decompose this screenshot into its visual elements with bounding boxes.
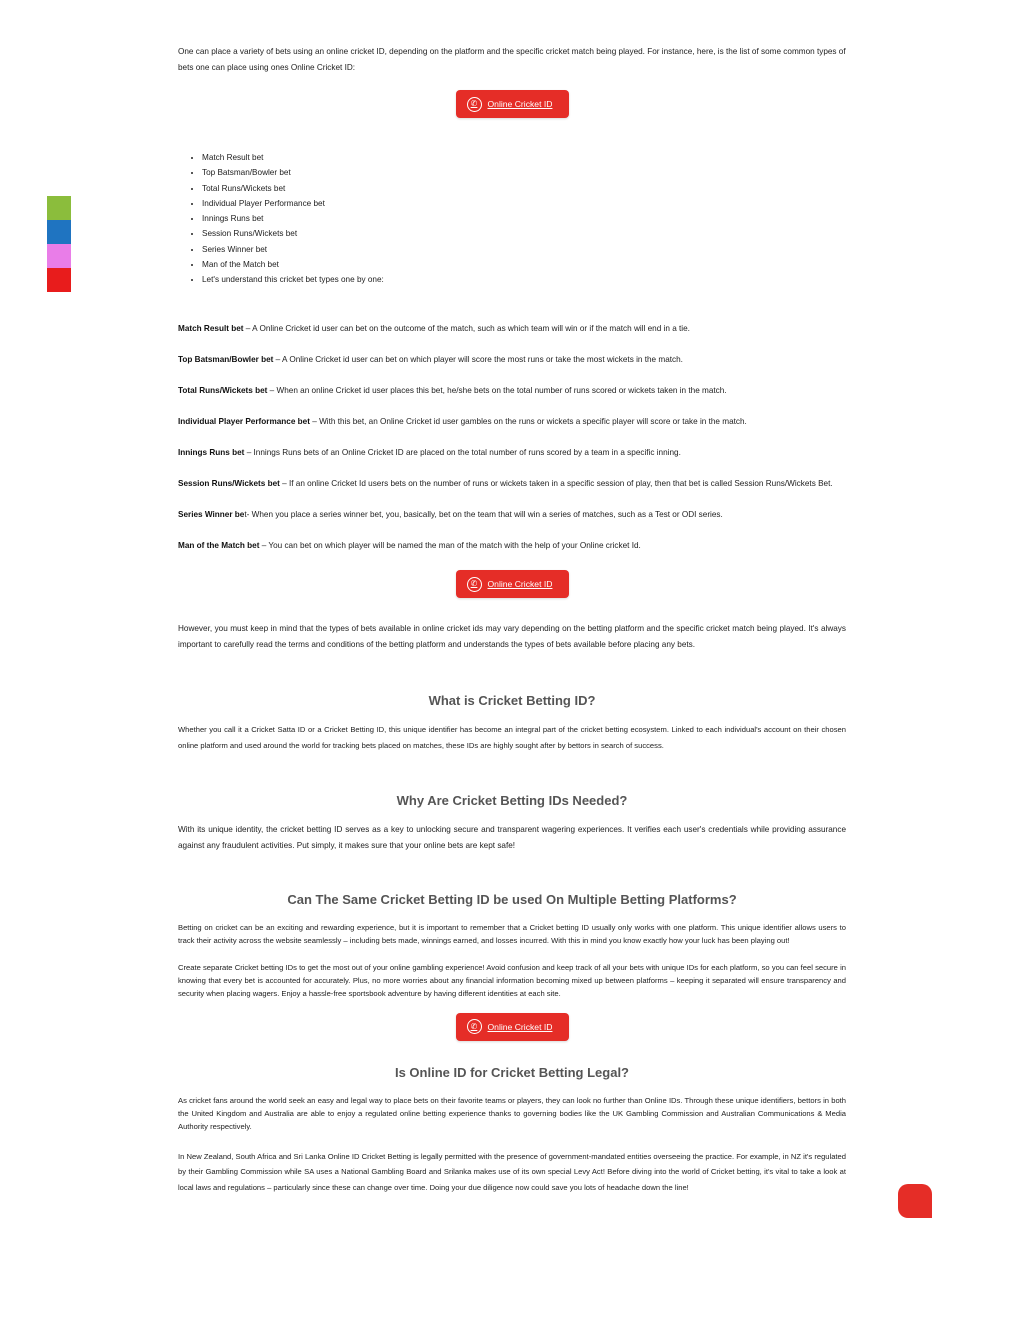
multiple-paragraph-1: Betting on cricket can be an exciting and rewarding experience, but it is important to remember that a Cricket betting ID usually only works with one platform. This unique identifier allows users to track their activity across the website seamlessly – including bets made, winnings earned, and losses incurred. With this in mind you know exactly how your luck has been playing out! <box>178 923 846 946</box>
whatsapp-icon: ✆ <box>467 577 482 592</box>
definition-text: t- When you place a series winner bet, you, basically, bet on the team that will win a series of matches, such as a Test or ODI series. <box>244 509 723 519</box>
list-item: • Man of the Match bet <box>202 257 846 272</box>
definition-paragraph <box>178 321 846 337</box>
definition-paragraph <box>178 538 846 554</box>
definition-text: – Innings Runs bets of an Online Cricket ID are placed on the total number of runs scored by a team in a specific inning. <box>244 447 681 457</box>
list-item: • Session Runs/Wickets bet <box>202 226 846 241</box>
share-button-blue[interactable] <box>47 220 71 244</box>
article-content <box>178 44 846 1195</box>
online-cricket-id-button-2[interactable] <box>456 570 569 598</box>
multiple-paragraph-2: Create separate Cricket betting IDs to get the most out of your online gambling experience! Avoid confusion and keep track of all your bets with unique IDs for each platform, so you can feel secure in knowing that every bet is accounted for accurately. Plus, no more worries about any financial information becoming mixed up between platforms – keeping it separated will ensure transparency and security when placing wagers. Enjoy a hassle-free sportsbook adventure by having different identities at each site. <box>178 962 846 999</box>
definition-term: Man of the Match bet <box>178 540 260 550</box>
legal-paragraph-2: In New Zealand, South Africa and Sri Lanka Online ID Cricket Betting is legally permitted with the presence of government-mandated entities overseeing the practice. For example, in NZ it's regulated by their Gambling Commission while SA uses a National Gambling Board and Srilanka makes use of its own special Levy Act! Before diving into the world of Cricket betting, it's vital to take a look at local laws and regulations – particularly since these can change over time. Doing your due diligence now could save you lots of headache down the line! <box>178 1151 846 1192</box>
definition-term: Top Batsman/Bowler bet <box>178 354 274 364</box>
online-cricket-id-button-1[interactable] <box>456 90 569 118</box>
why-needed-paragraph: With its unique identity, the cricket betting ID serves as a key to unlocking secure and transparent wagering experiences. It verifies each user's credentials while providing assurance against any fraudulent activities. Put simply, it makes sure that your online bets are kept safe! <box>178 825 846 850</box>
list-item: • Let's understand this cricket bet types one by one: <box>202 272 846 287</box>
whatsapp-icon: ✆ <box>467 1019 482 1034</box>
definition-text: – If an online Cricket Id users bets on the number of runs or wickets taken in a specific session of play, then that bet is called Session Runs/Wickets Bet. <box>279 478 833 488</box>
definition-term: Innings Runs bet <box>178 447 245 457</box>
bet-types-list <box>178 150 846 288</box>
definition-paragraph <box>178 445 846 461</box>
definition-paragraph <box>178 414 846 430</box>
list-item: • Top Batsman/Bowler bet <box>202 165 846 180</box>
definition-paragraph <box>178 476 846 492</box>
heading-why-needed: Why Are Cricket Betting IDs Needed? <box>396 793 628 809</box>
share-button-pink[interactable] <box>47 244 71 268</box>
cta-label: Online Cricket ID <box>487 1021 553 1032</box>
list-item: • Innings Runs bet <box>202 211 846 226</box>
definition-paragraph <box>178 352 846 368</box>
definition-text: – A Online Cricket id user can bet on which player will score the most runs or take the most wickets in the match. <box>273 354 683 364</box>
definition-text: – A Online Cricket id user can bet on the outcome of the match, such as which team will win or if the match will end in a tie. <box>243 323 690 333</box>
definition-term: Session Runs/Wickets bet <box>178 478 280 488</box>
list-item: • Match Result bet <box>202 150 846 165</box>
definition-text: – When an online Cricket id user places this bet, he/she bets on the total number of runs scored or wickets taken in the match. <box>267 385 727 395</box>
chat-widget-button[interactable] <box>898 1184 932 1218</box>
definition-text: – With this bet, an Online Cricket id user gambles on the runs or wickets a specific player will score or take in the match. <box>309 416 747 426</box>
share-button-green[interactable] <box>47 196 71 220</box>
list-item: • Series Winner bet <box>202 242 846 257</box>
share-button-red[interactable] <box>47 268 71 292</box>
definition-text: – You can bet on which player will be named the man of the match with the help of your Online cricket Id. <box>259 540 641 550</box>
definition-term: Match Result bet <box>178 323 244 333</box>
cta-label: Online Cricket ID <box>487 99 553 109</box>
heading-what-is: What is Cricket Betting ID? <box>428 693 596 709</box>
social-share-rail <box>47 196 71 292</box>
intro-paragraph: One can place a variety of bets using an online cricket ID, depending on the platform and the specific cricket match being played. For instance, here, is the list of some common types of bets one can place using ones Online Cricket ID: <box>178 47 846 72</box>
however-paragraph: However, you must keep in mind that the types of bets available in online cricket ids may vary depending on the betting platform and the specific cricket match being played. It's always important to carefully read the terms and conditions of the betting platform and understands the types of bets available before placing any bets. <box>178 624 846 649</box>
heading-legal: Is Online ID for Cricket Betting Legal? <box>394 1064 630 1080</box>
online-cricket-id-button-3[interactable] <box>456 1013 569 1041</box>
legal-paragraph-1: As cricket fans around the world seek an easy and legal way to place bets on their favorite teams or players, they can look no further than Online IDs. Through these unique identifiers, bettors in both the United Kingdom and Australia are able to enjoy a regulated online betting experience thanks to governing bodies like the UK Gambling Commission and Australian Communications & Media Authority respectively. <box>178 1095 846 1132</box>
definition-term: Series Winner be <box>178 509 245 519</box>
whatsapp-icon: ✆ <box>467 97 482 112</box>
heading-multiple-platforms: Can The Same Cricket Betting ID be used On Multiple Betting Platforms? <box>287 892 737 908</box>
what-is-paragraph: Whether you call it a Cricket Satta ID or a Cricket Betting ID, this unique identifier has become an integral part of the cricket betting ecosystem. Linked to each individual's account on their chosen online platform and used around the world for tracking bets placed on matches, these IDs are highly sought after by bettors in search of success. <box>178 725 846 750</box>
cta-label: Online Cricket ID <box>487 579 553 590</box>
list-item: • Total Runs/Wickets bet <box>202 181 846 196</box>
definition-paragraph <box>178 383 846 399</box>
bet-definitions <box>178 321 846 554</box>
list-item: • Individual Player Performance bet <box>202 196 846 211</box>
definition-term: Total Runs/Wickets bet <box>178 385 268 395</box>
definition-term: Individual Player Performance bet <box>178 416 310 426</box>
definition-paragraph <box>178 507 846 523</box>
